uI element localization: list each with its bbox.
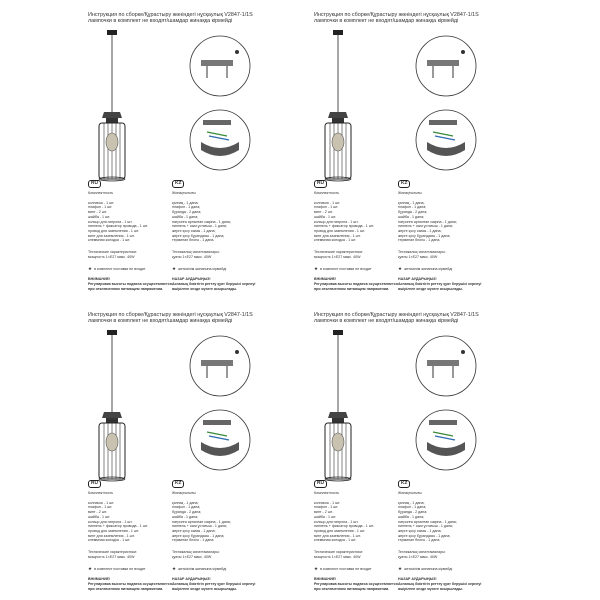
kz-badge: KZ bbox=[398, 480, 410, 488]
instruction-sheet-top-right bbox=[314, 12, 514, 291]
ru-section bbox=[314, 180, 403, 291]
kz-items: қалпақ - 1 дана; плафон - 1 дана; бұранда - 2 дана; шайба - 1 дана; патронға арналған сақина - 1 дана; ниппель + сым ұстағыш - 1 дана; жерге қосу сымы - 1 дана; жерге қосу бұрандасы - 1 дана; терминал блогы - 1 дана. bbox=[172, 500, 231, 543]
ru-tech: Технические характеристики: мощность 1×Е27 макс. 40W bbox=[88, 550, 137, 559]
star-icon: ★ bbox=[314, 566, 319, 572]
kz-subtitle: Жинақтылығы bbox=[398, 491, 422, 495]
pendant-lamp-illustration bbox=[92, 30, 132, 182]
ru-warning-text: Регулировка высоты подвеса осуществляется при отключенном питающем напряжении. bbox=[88, 281, 172, 291]
kz-subtitle: Жинақтылығы bbox=[172, 191, 196, 195]
kz-badge: KZ bbox=[172, 480, 184, 488]
ru-subtitle: Комплектность bbox=[314, 191, 340, 195]
star-icon: ★ bbox=[172, 266, 177, 272]
ru-note: ★ в комплект поставки не входит bbox=[314, 266, 372, 272]
star-icon: ★ bbox=[172, 566, 177, 572]
instruction-sheet-top-left bbox=[88, 12, 288, 291]
kz-badge: KZ bbox=[172, 180, 184, 188]
ru-warning-title: ВНИМАНИЕ! bbox=[88, 577, 111, 582]
ru-warning-text: Регулировка высоты подвеса осуществляется при отключенном питающем напряжении. bbox=[88, 581, 172, 591]
kz-warning-text: Аспаның биіктігін реттеу қуат берушісі кернеуі өшірілген кезде жүзеге асырылады. bbox=[398, 581, 482, 591]
kz-items: қалпақ - 1 дана; плафон - 1 дана; бұранда - 2 дана; шайба - 1 дана; патронға арналған сақина - 1 дана; ниппель + сым ұстағыш - 1 дана; жерге қосу сымы - 1 дана; жерге қосу бұрандасы - 1 дана; терминал блогы - 1 дана. bbox=[398, 200, 457, 243]
assembly-diagram bbox=[187, 30, 253, 180]
star-icon: ★ bbox=[398, 566, 403, 572]
kz-warning-title: НАЗАР АУДАРЫҢЫЗ! bbox=[172, 577, 211, 582]
ru-items: колпачок - 1 шт. плафон - 1 шт. винт - 2 шт. шайба - 1 шт. кольцо для патрона - 1 шт. ниппель + фиксатор провода - 1 шт. провод для заземления - 1 шт. винт для заземления - 1 шт. клеммная колодка - 1 шт. bbox=[88, 200, 148, 243]
ru-section bbox=[88, 180, 177, 291]
kz-section bbox=[398, 180, 508, 291]
ru-note: ★ в комплект поставки не входит bbox=[88, 266, 146, 272]
ru-note: ★ в комплект поставки не входит bbox=[88, 566, 146, 572]
kz-warning-text: Аспаның биіктігін реттеу қуат берушісі кернеуі өшірілген кезде жүзеге асырылады. bbox=[172, 281, 256, 291]
instruction-sheet-bottom-left bbox=[88, 312, 288, 591]
star-icon: ★ bbox=[88, 266, 93, 272]
ru-tech: Технические характеристики: мощность 1×Е27 макс. 40W bbox=[314, 550, 363, 559]
ru-warning-title: ВНИМАНИЕ! bbox=[88, 277, 111, 282]
pendant-lamp-illustration bbox=[318, 30, 358, 182]
ru-section bbox=[314, 480, 403, 591]
ru-badge: RU bbox=[88, 180, 101, 188]
kz-tech: Техникалық сипаттамалары: қуаты 1×Е27 макс. 40W bbox=[172, 550, 220, 559]
ru-warning-text: Регулировка высоты подвеса осуществляется при отключенном питающем напряжении. bbox=[314, 281, 398, 291]
pendant-lamp-illustration bbox=[92, 330, 132, 482]
kz-warning-text: Аспаның биіктігін реттеу қуат берушісі кернеуі өшірілген кезде жүзеге асырылады. bbox=[398, 281, 482, 291]
ru-subtitle: Комплектность bbox=[88, 491, 114, 495]
ru-subtitle: Комплектность bbox=[314, 491, 340, 495]
ru-section bbox=[88, 480, 177, 591]
ru-warning-text: Регулировка высоты подвеса осуществляется при отключенном питающем напряжении. bbox=[314, 581, 398, 591]
kz-warning-title: НАЗАР АУДАРЫҢЫЗ! bbox=[398, 577, 437, 582]
ru-items: колпачок - 1 шт. плафон - 1 шт. винт - 2 шт. шайба - 1 шт. кольцо для патрона - 1 шт. ниппель + фиксатор провода - 1 шт. провод для заземления - 1 шт. винт для заземления - 1 шт. клеммная колодка - 1 шт. bbox=[314, 200, 374, 243]
ru-badge: RU bbox=[314, 480, 327, 488]
star-icon: ★ bbox=[88, 566, 93, 572]
kz-note: ★ жеткізілім жинағына кірмейді bbox=[398, 266, 453, 272]
sheet-title: Инструкция по сборке/Құрастыру жөніндегі нұсқаулық V2847-1/1S лампочки в комплект не входят/шамдар жинаққа кірмейді bbox=[314, 312, 479, 325]
ru-tech: Технические характеристики: мощность 1×Е27 макс. 40W bbox=[314, 250, 363, 259]
instruction-sheet-bottom-right bbox=[314, 312, 514, 591]
kz-tech: Техникалық сипаттамалары: қуаты 1×Е27 макс. 40W bbox=[172, 250, 220, 259]
pendant-lamp-illustration bbox=[318, 330, 358, 482]
sheet-title: Инструкция по сборке/Құрастыру жөніндегі нұсқаулық V2847-1/1S лампочки в комплект не входят/шамдар жинаққа кірмейді bbox=[88, 312, 253, 325]
assembly-diagram bbox=[413, 30, 479, 180]
ru-note: ★ в комплект поставки не входит bbox=[314, 566, 372, 572]
ru-items: колпачок - 1 шт. плафон - 1 шт. винт - 2 шт. шайба - 1 шт. кольцо для патрона - 1 шт. ниппель + фиксатор провода - 1 шт. провод для заземления - 1 шт. винт для заземления - 1 шт. клеммная колодка - 1 шт. bbox=[314, 500, 374, 543]
kz-note: ★ жеткізілім жинағына кірмейді bbox=[172, 566, 227, 572]
kz-badge: KZ bbox=[398, 180, 410, 188]
kz-warning-title: НАЗАР АУДАРЫҢЫЗ! bbox=[172, 277, 211, 282]
ru-warning-title: ВНИМАНИЕ! bbox=[314, 577, 337, 582]
kz-tech: Техникалық сипаттамалары: қуаты 1×Е27 макс. 40W bbox=[398, 550, 446, 559]
kz-subtitle: Жинақтылығы bbox=[398, 191, 422, 195]
kz-section bbox=[398, 480, 508, 591]
kz-tech: Техникалық сипаттамалары: қуаты 1×Е27 макс. 40W bbox=[398, 250, 446, 259]
assembly-diagram bbox=[187, 330, 253, 480]
sheet-title: Инструкция по сборке/Құрастыру жөніндегі нұсқаулық V2847-1/1S лампочки в комплект не входят/шамдар жинаққа кірмейді bbox=[88, 12, 253, 25]
sheet-title: Инструкция по сборке/Құрастыру жөніндегі нұсқаулық V2847-1/1S лампочки в комплект не входят/шамдар жинаққа кірмейді bbox=[314, 12, 479, 25]
ru-tech: Технические характеристики: мощность 1×Е27 макс. 40W bbox=[88, 250, 137, 259]
kz-note: ★ жеткізілім жинағына кірмейді bbox=[398, 566, 453, 572]
kz-items: қалпақ - 1 дана; плафон - 1 дана; бұранда - 2 дана; шайба - 1 дана; патронға арналған сақина - 1 дана; ниппель + сым ұстағыш - 1 дана; жерге қосу сымы - 1 дана; жерге қосу бұрандасы - 1 дана; терминал блогы - 1 дана. bbox=[172, 200, 231, 243]
ru-items: колпачок - 1 шт. плафон - 1 шт. винт - 2 шт. шайба - 1 шт. кольцо для патрона - 1 шт. ниппель + фиксатор провода - 1 шт. провод для заземления - 1 шт. винт для заземления - 1 шт. клеммная колодка - 1 шт. bbox=[88, 500, 148, 543]
kz-items: қалпақ - 1 дана; плафон - 1 дана; бұранда - 2 дана; шайба - 1 дана; патронға арналған сақина - 1 дана; ниппель + сым ұстағыш - 1 дана; жерге қосу сымы - 1 дана; жерге қосу бұрандасы - 1 дана; терминал блогы - 1 дана. bbox=[398, 500, 457, 543]
kz-warning-title: НАЗАР АУДАРЫҢЫЗ! bbox=[398, 277, 437, 282]
kz-section bbox=[172, 480, 282, 591]
star-icon: ★ bbox=[314, 266, 319, 272]
ru-badge: RU bbox=[314, 180, 327, 188]
assembly-diagram bbox=[413, 330, 479, 480]
kz-section bbox=[172, 180, 282, 291]
kz-warning-text: Аспаның биіктігін реттеу қуат берушісі кернеуі өшірілген кезде жүзеге асырылады. bbox=[172, 581, 256, 591]
ru-subtitle: Комплектность bbox=[88, 191, 114, 195]
kz-subtitle: Жинақтылығы bbox=[172, 491, 196, 495]
ru-badge: RU bbox=[88, 480, 101, 488]
ru-warning-title: ВНИМАНИЕ! bbox=[314, 277, 337, 282]
star-icon: ★ bbox=[398, 266, 403, 272]
kz-note: ★ жеткізілім жинағына кірмейді bbox=[172, 266, 227, 272]
